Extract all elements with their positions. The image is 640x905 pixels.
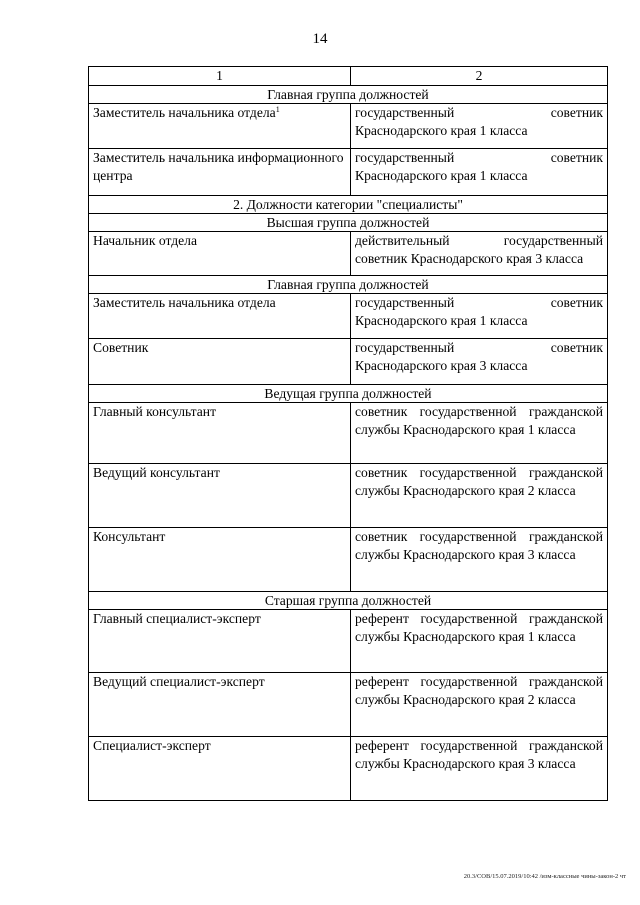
rank-cell: референт государственной гражданской службы Краснодарского края 2 класса (351, 673, 608, 737)
position-title: Ведущий консультант (93, 465, 220, 480)
position-title: Заместитель начальника информационного центра (93, 150, 344, 183)
table-row (89, 610, 608, 673)
position-cell (89, 149, 351, 196)
group-heading: Старшая группа должностей (89, 592, 608, 610)
column-header-1: 1 (89, 67, 351, 86)
table-row (89, 403, 608, 464)
position-cell (89, 294, 351, 339)
group-heading: Ведущая группа должностей (89, 385, 608, 403)
position-cell (89, 403, 351, 464)
column-header-row (89, 67, 608, 86)
table-row (89, 528, 608, 592)
position-title: Главный консультант (93, 404, 217, 419)
position-title: Советник (93, 340, 149, 355)
table-row (89, 232, 608, 276)
table-row (89, 294, 608, 339)
position-title: Главный специалист-эксперт (93, 611, 261, 626)
position-cell (89, 610, 351, 673)
group-heading: Главная группа должностей (89, 86, 608, 104)
table-row (89, 673, 608, 737)
group-heading-row (89, 592, 608, 610)
rank-cell: советник государственной гражданской службы Краснодарского края 1 класса (351, 403, 608, 464)
position-cell (89, 528, 351, 592)
group-heading-row (89, 385, 608, 403)
group-heading: Высшая группа должностей (89, 214, 608, 232)
rank-cell: государственный советник Краснодарского края 3 класса (351, 339, 608, 385)
table-row (89, 149, 608, 196)
ranks-table (88, 66, 608, 801)
rank-cell: действительный государственный советник Краснодарского края 3 класса (351, 232, 608, 276)
group-heading-row (89, 214, 608, 232)
table-row (89, 104, 608, 149)
rank-cell: советник государственной гражданской службы Краснодарского края 3 класса (351, 528, 608, 592)
footer-document-code: 20.3/СОВ/15.07.2019/10:42 /изм-классные чины-закон-2 чт (463, 873, 626, 880)
position-title: Специалист-эксперт (93, 738, 211, 753)
group-heading-row (89, 196, 608, 214)
position-cell (89, 339, 351, 385)
group-heading: 2. Должности категории "специалисты" (89, 196, 608, 214)
position-title: Консультант (93, 529, 166, 544)
page-number: 14 (312, 31, 328, 47)
rank-cell: государственный советник Краснодарского края 1 класса (351, 104, 608, 149)
group-heading-row (89, 86, 608, 104)
position-cell (89, 673, 351, 737)
rank-cell: референт государственной гражданской службы Краснодарского края 1 класса (351, 610, 608, 673)
group-heading-row (89, 276, 608, 294)
position-cell (89, 232, 351, 276)
position-cell (89, 737, 351, 801)
rank-cell: советник государственной гражданской службы Краснодарского края 2 класса (351, 464, 608, 528)
column-header-2: 2 (351, 67, 608, 86)
table-row (89, 464, 608, 528)
position-title: Начальник отдела (93, 233, 197, 248)
position-cell (89, 464, 351, 528)
group-heading: Главная группа должностей (89, 276, 608, 294)
position-title: Заместитель начальника отдела (93, 295, 276, 310)
rank-cell: государственный советник Краснодарского края 1 класса (351, 294, 608, 339)
position-title: Ведущий специалист-эксперт (93, 674, 265, 689)
ranks-table-body (89, 67, 608, 801)
footnote-marker: 1 (275, 105, 280, 114)
position-cell (89, 104, 351, 149)
table-row (89, 737, 608, 801)
table-row (89, 339, 608, 385)
position-title: Заместитель начальника отдела (93, 105, 276, 120)
rank-cell: государственный советник Краснодарского края 1 класса (351, 149, 608, 196)
rank-cell: референт государственной гражданской службы Краснодарского края 3 класса (351, 737, 608, 801)
